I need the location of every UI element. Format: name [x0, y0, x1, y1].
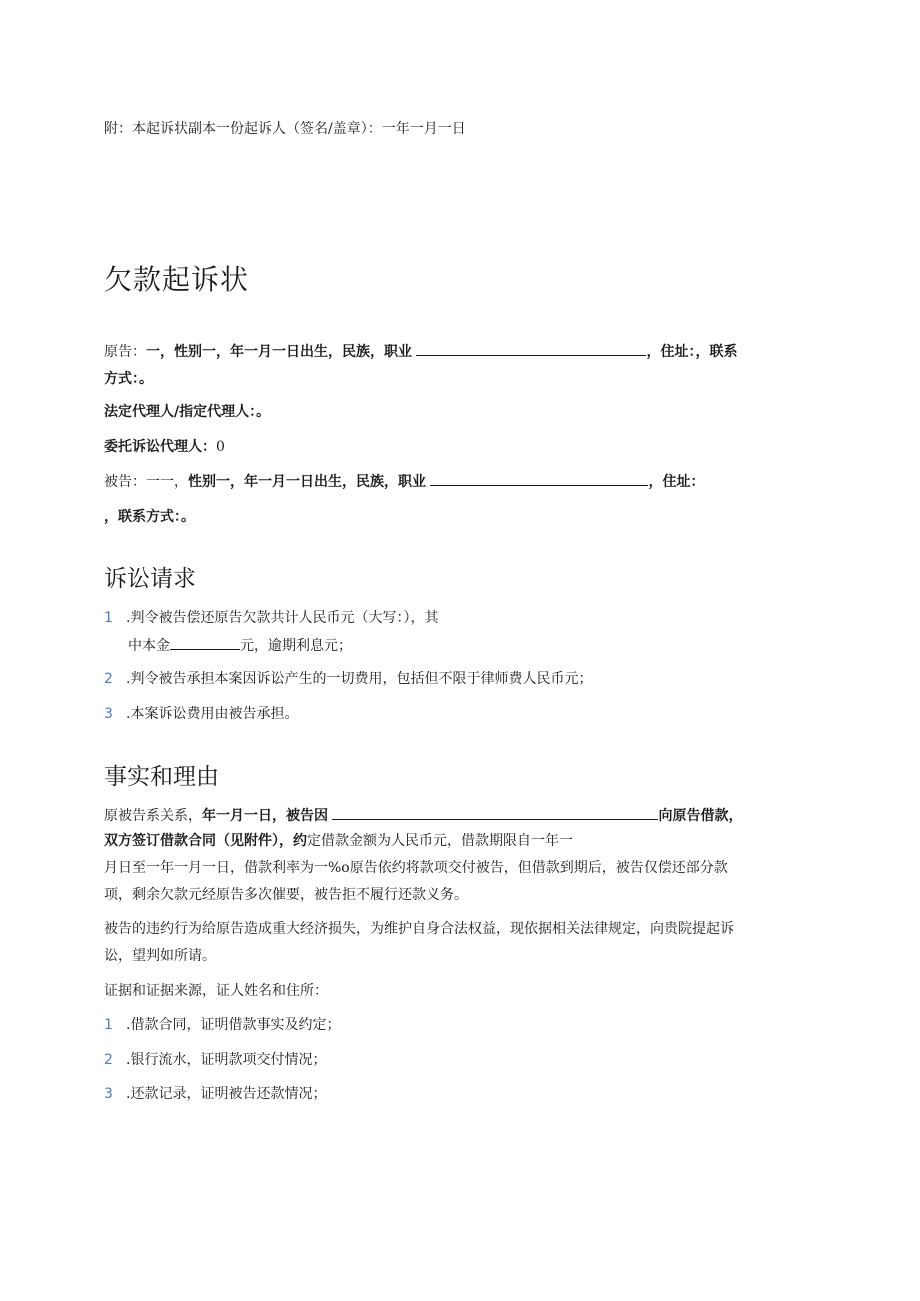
evidence-item-3	[104, 1084, 326, 1104]
facts-heading: 事实和理由	[104, 764, 219, 790]
claim-item-1-cont	[128, 635, 352, 656]
claim-item-2	[104, 669, 592, 689]
evidence-label: 证据和证据来源，证人姓名和住所：	[104, 983, 328, 999]
claim-item-1	[104, 608, 438, 628]
claims-heading: 诉讼请求	[104, 566, 196, 592]
facts-amount: 定借款金额为人民币元，借款期限自一年一	[307, 833, 573, 849]
principal-blank	[170, 635, 240, 650]
facts-borrow: 向原告借款，	[658, 808, 743, 824]
defendant-address: ，住址：	[648, 474, 705, 490]
facts-line-6: 讼，望判如所请。	[104, 948, 216, 964]
facts-line-1	[104, 805, 742, 826]
claim-number: 2	[104, 671, 113, 687]
attachment-note: 附：本起诉状副本一份起诉人（签名/盖章）：一年一月一日	[104, 121, 466, 137]
facts-line-3: 月日至一年一月一日，借款利率为一%o原告依约将款项交付被告，但借款到期后，被告仅偿还部分款	[104, 860, 728, 876]
facts-relation: 原被告系关系，	[104, 808, 202, 824]
legal-agent: 法定代理人/指定代理人：。	[104, 404, 271, 420]
evidence-number: 3	[104, 1086, 113, 1102]
entrusted-agent-value: 0	[216, 439, 225, 455]
facts-line-5: 被告的违约行为给原告造成重大经济损失，为维护自身合法权益，现依据相关法律规定，向贵院提起诉	[104, 921, 734, 937]
claim-item-3	[104, 704, 298, 724]
facts-date-reason: 年一月一日，被告因	[202, 808, 328, 824]
evidence-text: .银行流水，证明款项交付情况；	[126, 1052, 327, 1068]
claim-text: .判令被告偿还原告欠款共计人民币元（大写：），其	[126, 610, 439, 626]
facts-contract: 双方签订借款合同（见附件），约	[104, 833, 307, 849]
evidence-number: 2	[104, 1052, 113, 1068]
defendant-label: 被告：一一，	[104, 474, 188, 490]
plaintiff-address: ，住址：，联系	[646, 344, 738, 360]
facts-line-4: 项，剩余欠款元经原告多次催要，被告拒不履行还款义务。	[104, 887, 468, 903]
occupation-blank	[416, 341, 646, 356]
defendant-contact: ，联系方式：。	[104, 509, 195, 525]
plaintiff-contact: 方式：。	[104, 371, 153, 387]
evidence-number: 1	[104, 1017, 113, 1033]
claim-principal-label: 中本金	[128, 638, 170, 654]
facts-line-2	[104, 831, 573, 851]
entrusted-agent-label: 委托诉讼代理人：	[104, 439, 216, 455]
defendant-line	[104, 471, 704, 492]
evidence-item-1	[104, 1015, 340, 1035]
reason-blank	[332, 805, 658, 820]
document-title: 欠款起诉状	[104, 263, 250, 296]
claim-text: .本案诉讼费用由被告承担。	[126, 706, 299, 722]
claim-text: .判令被告承担本案因诉讼产生的一切费用，包括但不限于律师费人民币元；	[126, 671, 593, 687]
evidence-text: .借款合同，证明借款事实及约定；	[126, 1017, 341, 1033]
plaintiff-label: 原告：	[104, 344, 146, 360]
defendant-info: 性别一，年一月一日出生，民族，职业	[188, 474, 426, 490]
evidence-item-2	[104, 1050, 326, 1070]
evidence-text: .还款记录，证明被告还款情况；	[126, 1086, 327, 1102]
plaintiff-line	[104, 341, 737, 362]
claim-number: 3	[104, 706, 113, 722]
defendant-occupation-blank	[430, 471, 648, 486]
claim-number: 1	[104, 610, 113, 626]
plaintiff-info: 一，性别一，年一月一日出生，民族，职业	[146, 344, 412, 360]
claim-interest: 元，逾期利息元；	[240, 638, 352, 654]
entrusted-agent	[104, 437, 225, 457]
